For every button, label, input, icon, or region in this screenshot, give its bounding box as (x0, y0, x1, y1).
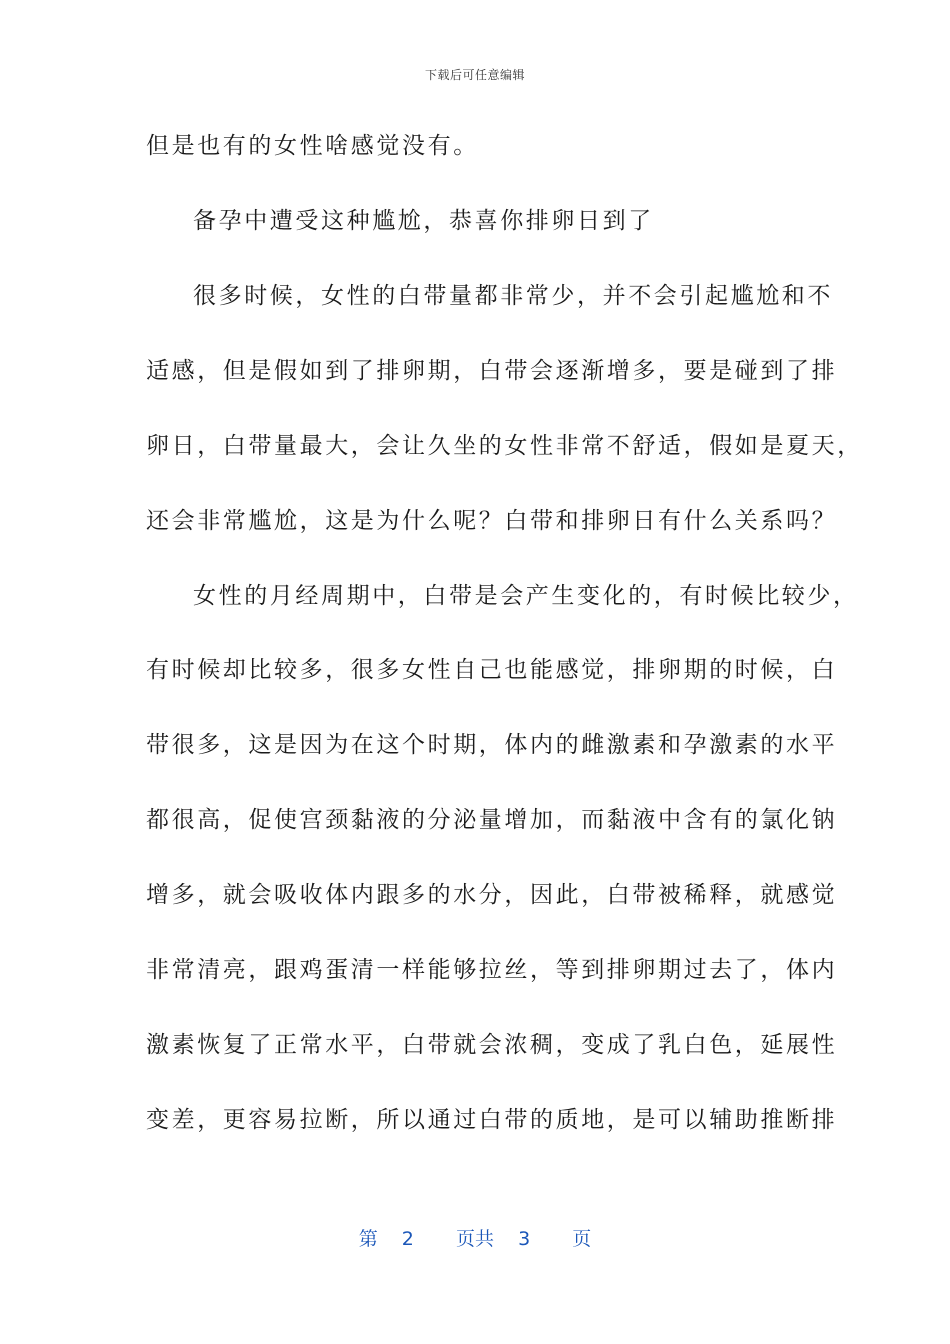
header-note: 下载后可任意编辑 (424, 68, 525, 82)
paragraph-line: 非常清亮，跟鸡蛋清一样能够拉丝，等到排卵期过去了，体内 (146, 957, 838, 983)
paragraph-line: 适感，但是假如到了排卵期，白带会逐渐增多，要是碰到了排 (146, 358, 838, 384)
paragraph-line: 增多，就会吸收体内跟多的水分，因此，白带被稀释，就感觉 (146, 882, 838, 908)
paragraph-line: 激素恢复了正常水平，白带就会浓稠，变成了乳白色，延展性 (146, 1032, 838, 1058)
page-total: 3 (518, 1228, 531, 1250)
paragraph-line: 女性的月经周期中，白带是会产生变化的，有时候比较少， (193, 583, 859, 609)
page-label-suffix: 页 (572, 1228, 592, 1250)
page-footer (0, 1226, 950, 1252)
paragraph-line: 很多时候，女性的白带量都非常少，并不会引起尴尬和不 (193, 283, 833, 309)
paragraph-line: 变差，更容易拉断，所以通过白带的质地，是可以辅助推断排 (146, 1107, 838, 1133)
paragraph-line: 都很高，促使宫颈黏液的分泌量增加，而黏液中含有的氯化钠 (146, 807, 838, 833)
page-label-prefix: 第 (358, 1228, 378, 1250)
page-label-mid: 页共 (455, 1228, 494, 1250)
paragraph-line: 有时候却比较多，很多女性自己也能感觉，排卵期的时候，白 (146, 657, 838, 683)
paragraph-line: 卵日，白带量最大，会让久坐的女性非常不舒适，假如是夏天， (146, 433, 863, 459)
paragraph-line: 还会非常尴尬，这是为什么呢？白带和排卵日有什么关系吗？ (146, 508, 838, 534)
paragraph-line: 备孕中遭受这种尴尬，恭喜你排卵日到了 (193, 208, 654, 234)
page-current: 2 (401, 1228, 414, 1250)
paragraph-line: 带很多，这是因为在这个时期，体内的雌激素和孕激素的水平 (146, 732, 838, 758)
paragraph-line: 但是也有的女性啥感觉没有。 (146, 133, 479, 159)
